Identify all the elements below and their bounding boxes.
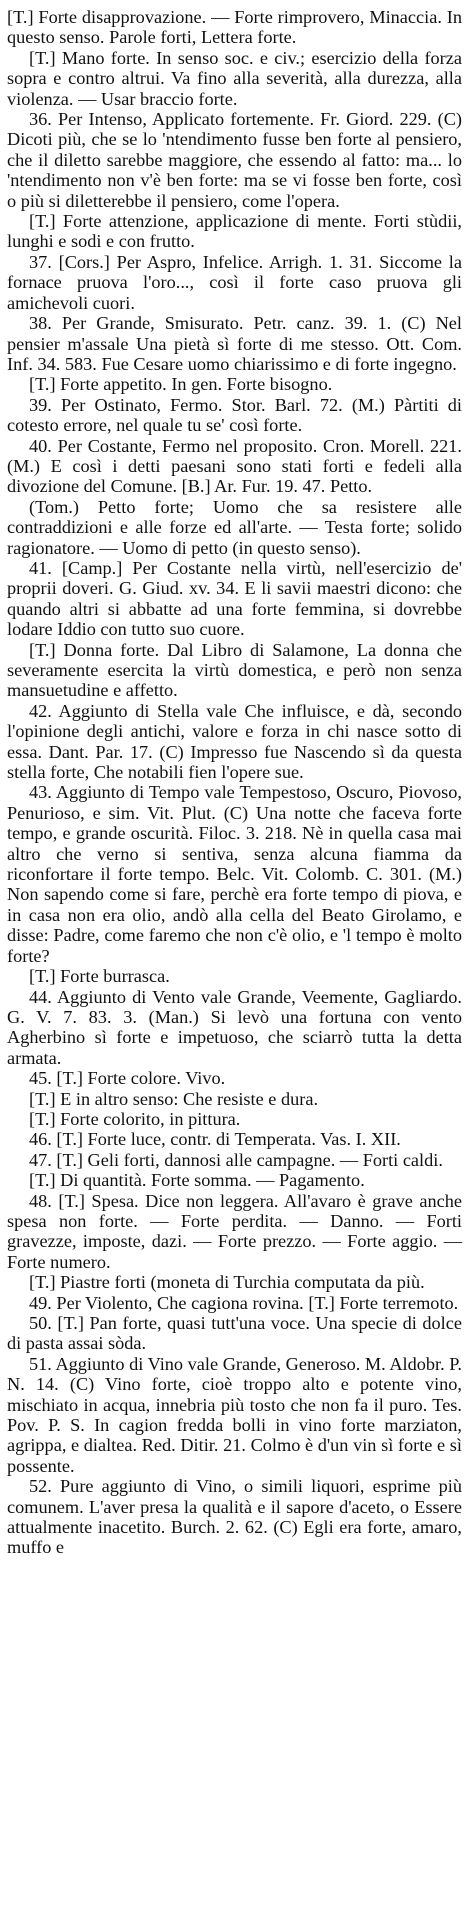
- entry-piastre-forti: [T.] Piastre forti (moneta di Turchia computata da più.: [29, 1272, 425, 1293]
- entry-48-spesa: 48. [T.] Spesa. Dice non leggera. All'avaro è grave anche spesa non forte. — Forte perdita. — Danno. — Forti gravezze, imposte, dazi. — Forte prezzo. — Forte aggio. — Forte numero.: [7, 1190, 462, 1272]
- entry-40-costante: 40. Per Costante, Fermo nel proposito. Cron. Morell. 221. (M.) E così i detti paesani sono stati forti e fedeli alla divozione del Comune. [B.] Ar. Fur. 19. 47. Petto.: [7, 435, 462, 497]
- entry-43-tempo: 43. Aggiunto di Tempo vale Tempestoso, Oscuro, Piovoso, Penurioso, e sim. Vit. Plut. (C) Una notte che faceva forte tempo, e grande oscurità. Filoc. 3. 218. Nè in quella casa mai altro che verno si sentiva, senza alcuna fiamma da riconfortare il forte tempo. Belc. Vit. Colomb. C. 301. (M.) Non sapendo come si fare, perchè era forte tempo di piova, e in casa non era olio, andò alla cella del Beato Girolamo, e disse: Padre, come faremo che non c'è olio, e 'l tempo è molto forte?: [7, 782, 462, 966]
- entry-forte-burrasca: [T.] Forte burrasca.: [29, 966, 170, 987]
- entry-41-costante-virtu: 41. [Camp.] Per Costante nella virtù, nell'esercizio de' proprii doveri. G. Giud. xv. 34. E li savii maestri dicono: che quando altri si abbatte ad una forte femmina, si dovrebbe lodare Iddio con tutto suo cuore.: [7, 557, 462, 640]
- entry-altro-senso: [T.] E in altro senso: Che resiste e dura.: [29, 1088, 319, 1109]
- entry-37-aspro: 37. [Cors.] Per Aspro, Infelice. Arrigh. 1. 31. Siccome la fornace pruova l'oro..., così il forte caso pruova gli amichevoli cuori.: [7, 251, 462, 313]
- entry-42-stella: 42. Aggiunto di Stella vale Che influisce, e dà, secondo l'opinione degli antichi, valore e forza in chi nasce sotto di essa. Dant. Par. 17. (C) Impresso fue Nascendo sì da questa stella forte, Che notabili fien l'opere sue.: [7, 700, 462, 783]
- entry-forte-disapprovazione: [T.] Forte disapprovazione. — Forte rimprovero, Minaccia. In questo senso. Parole forti, Lettera forte.: [7, 7, 462, 48]
- entry-forte-colorito: [T.] Forte colorito, in pittura.: [29, 1108, 241, 1129]
- entry-forte-appetito: [T.] Forte appetito. In gen. Forte bisogno.: [29, 374, 333, 395]
- entry-44-vento: 44. Aggiunto di Vento vale Grande, Veemente, Gagliardo. G. V. 7. 83. 3. (Man.) Si levò una fortuna con vento Agherbino sì forte e impetuoso, che sciarrò tutta la detta armata.: [7, 986, 462, 1068]
- entry-46-luce: 46. [T.] Forte luce, contr. di Temperata. Vas. I. XII.: [29, 1129, 401, 1150]
- entry-39-ostinato: 39. Per Ostinato, Fermo. Stor. Barl. 72. (M.) Pàrtiti di cotesto errore, nel quale tu se' così forte.: [7, 394, 462, 436]
- entry-36-intenso: 36. Per Intenso, Applicato fortemente. Fr. Giord. 229. (C) Dicoti più, che se lo 'ntendimento fusse ben forte al pensiero, che il diletto sarebbe maggiore, che essendo al fatto: ma... lo 'ntendimento non v'è ben forte: ma se vi fosse ben forte, così o più si diletterebbe il pensiero, come l'opera.: [7, 109, 462, 211]
- entry-quantita: [T.] Di quantità. Forte somma. — Pagamento.: [29, 1170, 365, 1191]
- entry-47-geli: 47. [T.] Geli forti, dannosi alle campagne. — Forti caldi.: [29, 1149, 443, 1170]
- entry-51-vino: 51. Aggiunto di Vino vale Grande, Generoso. M. Aldobr. P. N. 14. (C) Vino forte, cioè troppo alto e potente vino, mischiato in acqua, innebria più tosto che non fa il puro. Tes. Pov. P. S. In cagion fredda bolli in vino forte marziaton, agrippa, e dialtea. Red. Ditir. 21. Colmo è d'un vin sì forte e sì possente.: [7, 1353, 462, 1476]
- entry-52-vino-aceto: 52. Pure aggiunto di Vino, o simili liquori, esprime più comunem. L'aver presa la qualità e il sapore d'aceto, o Essere attualmente inacetito. Burch. 2. 62. (C) Egli era forte, amaro, muffo e: [7, 1476, 462, 1558]
- entry-petto-forte: (Tom.) Petto forte; Uomo che sa resistere alle contraddizioni e alle forze ed all'arte. — Testa forte; solido ragionatore. — Uomo di petto (in questo senso).: [7, 496, 462, 558]
- entry-mano-forte: [T.] Mano forte. In senso soc. e civ.; esercizio della forza sopra e contro altrui. Va fino alla severità, alla durezza, alla violenza. — Usar braccio forte.: [7, 47, 462, 109]
- entry-donna-forte: [T.] Donna forte. Dal Libro di Salamone, La donna che severamente esercita la virtù domestica, e però non senza mansuetudine e affetto.: [7, 639, 462, 701]
- entry-38-grande: 38. Per Grande, Smisurato. Petr. canz. 39. 1. (C) Nel pensier m'assale Una pietà sì forte di me stesso. Ott. Com. Inf. 34. 583. Fue Cesare uomo chiarissimo e di forte ingegno.: [7, 313, 462, 374]
- entry-50-pan-forte: 50. [T.] Pan forte, quasi tutt'una voce. Una specie di dolce di pasta assai sòda.: [7, 1313, 462, 1354]
- entry-45-colore: 45. [T.] Forte colore. Vivo.: [29, 1068, 226, 1089]
- entry-49-violento: 49. Per Violento, Che cagiona rovina. [T.] Forte terremoto.: [29, 1292, 459, 1313]
- entry-forte-attenzione: [T.] Forte attenzione, applicazione di mente. Forti stùdii, lunghi e sodi e con frutto.: [7, 211, 462, 252]
